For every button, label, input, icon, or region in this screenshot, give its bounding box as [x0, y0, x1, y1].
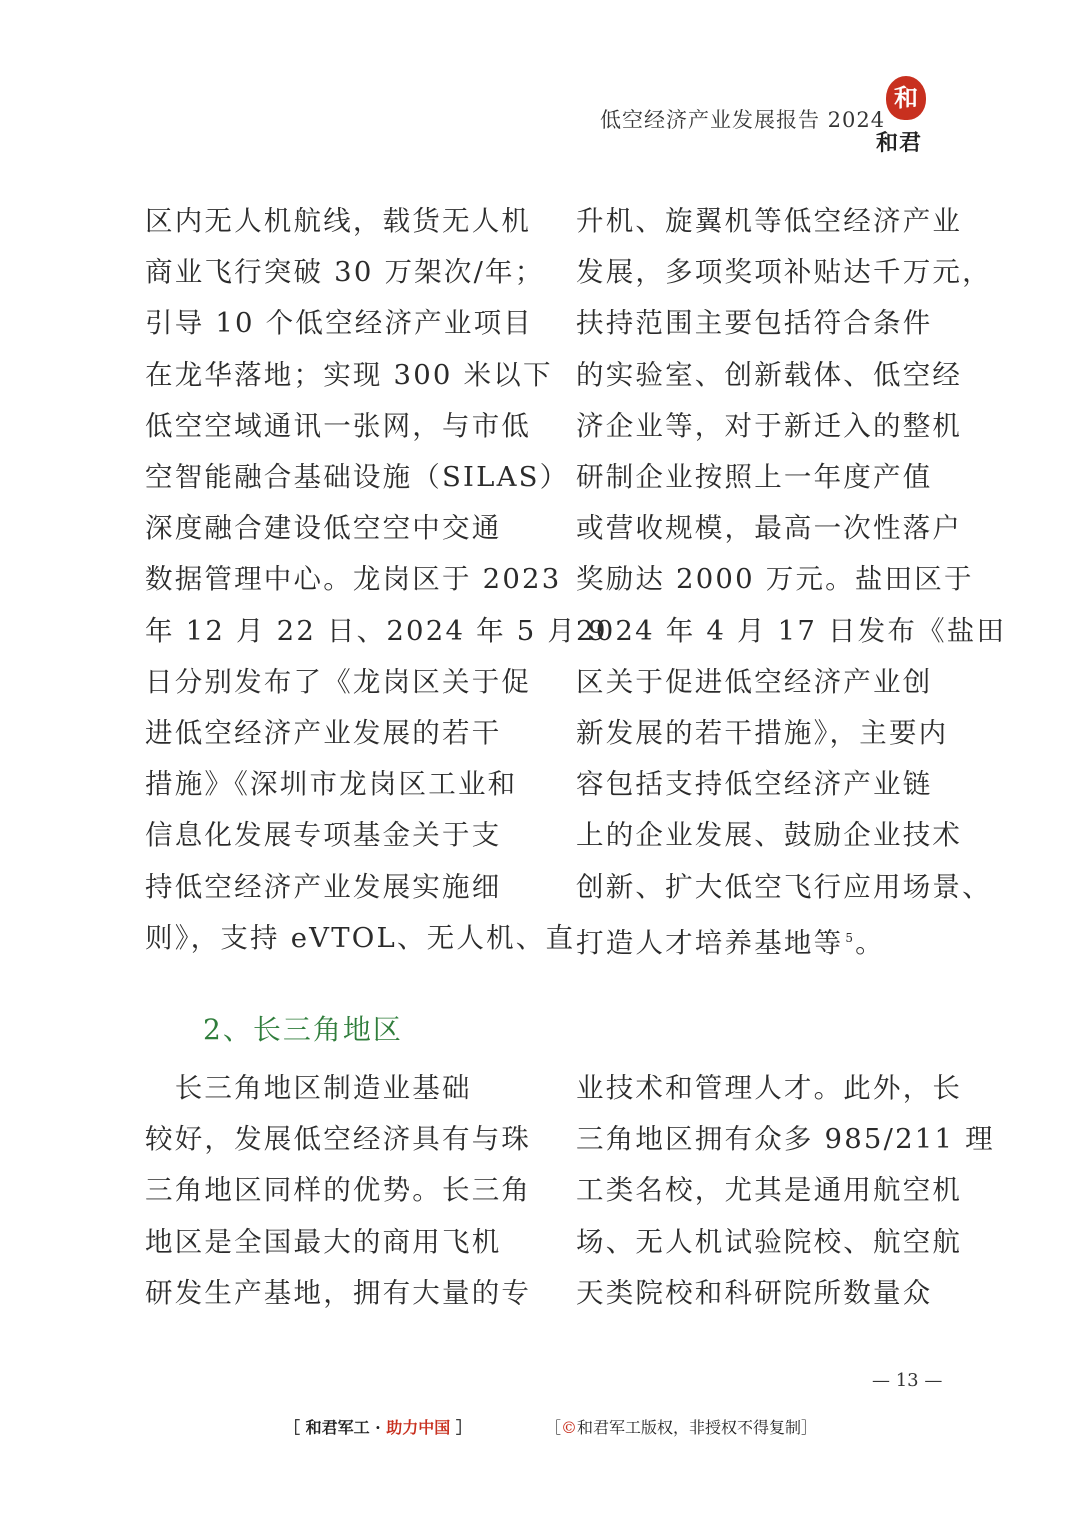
- text-line: 日分别发布了《龙岗区关于促: [145, 665, 532, 698]
- footer-copyright: [545, 1415, 817, 1438]
- text-line: 创新、扩大低空飞行应用场景、: [576, 870, 992, 903]
- text-line: 业技术和管理人才。此外，长: [576, 1072, 963, 1104]
- section1-left-column: [145, 196, 608, 964]
- text-line: 较好，发展低空经济具有与珠: [145, 1123, 532, 1156]
- text-line: 2024 年 4 月 17 日发布《盐田: [576, 614, 1007, 647]
- text-line: 空智能融合基础设施（SILAS）: [145, 461, 570, 494]
- brand-logo: [868, 76, 940, 154]
- footer-brand-open: ［ 和君军工 ·: [284, 1418, 387, 1437]
- text-line: 或营收规模，最高一次性落户: [576, 512, 963, 545]
- text-line: 工类名校，尤其是通用航空机: [576, 1174, 963, 1207]
- text-line: 容包括支持低空经济产业链: [576, 768, 933, 801]
- text-line: 扶持范围主要包括符合条件: [576, 307, 933, 340]
- text-line: 低空空域通讯一张网，与市低: [145, 409, 532, 442]
- text-line-tail: 。: [855, 927, 885, 959]
- footer-brand: [284, 1415, 472, 1438]
- text-line: 升机、旋翼机等低空经济产业: [576, 205, 963, 237]
- text-line: 地区是全国最大的商用飞机: [145, 1225, 502, 1258]
- text-line: 引导 10 个低空经济产业项目: [145, 307, 533, 340]
- text-line-main: 打造人才培养基地等: [576, 927, 844, 959]
- text-line: 场、无人机试验院校、航空航: [576, 1225, 963, 1258]
- section1-right-column: [576, 196, 1007, 969]
- section2-left-column: [145, 1063, 532, 1319]
- text-line: 奖励达 2000 万元。盐田区于: [576, 563, 974, 596]
- text-line: 年 12 月 22 日、2024 年 5 月 9: [145, 614, 608, 647]
- text-line: 信息化发展专项基金关于支: [145, 819, 502, 852]
- logo-seal: 和: [886, 76, 926, 120]
- text-line: 数据管理中心。龙岗区于 2023: [145, 563, 562, 596]
- text-line: 济企业等，对于新迁入的整机: [576, 409, 963, 442]
- page-number: — 13 —: [872, 1370, 943, 1391]
- logo-text: 和君: [876, 130, 923, 156]
- text-line: 研制企业按照上一年度产值: [576, 461, 933, 494]
- footer-slogan: 助力中国: [386, 1418, 451, 1437]
- text-line: 在龙华落地；实现 300 米以下: [145, 358, 553, 391]
- header-title: 低空经济产业发展报告 2024: [600, 108, 886, 132]
- copyright-icon: ©: [561, 1418, 578, 1437]
- text-line: 持低空经济产业发展实施细: [145, 870, 502, 903]
- text-line: 区内无人机航线，载货无人机: [145, 205, 532, 237]
- text-line: 深度融合建设低空空中交通: [145, 512, 502, 545]
- footer-brand-close: ］: [450, 1418, 472, 1437]
- text-line: 商业飞行突破 30 万架次/年；: [145, 256, 545, 289]
- text-line: 区关于促进低空经济产业创: [576, 665, 933, 698]
- text-line: 三角地区同样的优势。长三角: [145, 1174, 532, 1207]
- text-line: 措施》《深圳市龙岗区工业和: [145, 768, 518, 801]
- text-line: 上的企业发展、鼓励企业技术: [576, 819, 963, 852]
- section2-right-column: [576, 1063, 995, 1319]
- text-line: 则》，支持 eVTOL、无人机、直: [145, 921, 576, 954]
- text-line: 天类院校和科研院所数量众: [576, 1276, 933, 1309]
- text-line: [576, 913, 956, 969]
- text-line: 三角地区拥有众多 985/211 理: [576, 1123, 995, 1156]
- text-line: 研发生产基地，拥有大量的专: [145, 1276, 532, 1309]
- text-line: 发展，多项奖项补贴达千万元，: [576, 256, 992, 289]
- section-heading: 2、长三角地区: [203, 1013, 403, 1046]
- text-line: 进低空经济产业发展的若干: [145, 717, 502, 750]
- copyright-open: ［: [545, 1418, 562, 1437]
- text-line: 新发展的若干措施》，主要内: [576, 717, 949, 750]
- copyright-text: 和君军工版权，非授权不得复制］: [577, 1418, 818, 1437]
- text-line: 的实验室、创新载体、低空经: [576, 358, 963, 391]
- footnote-marker: 5: [845, 930, 856, 945]
- text-line: 长三角地区制造业基础: [145, 1072, 472, 1104]
